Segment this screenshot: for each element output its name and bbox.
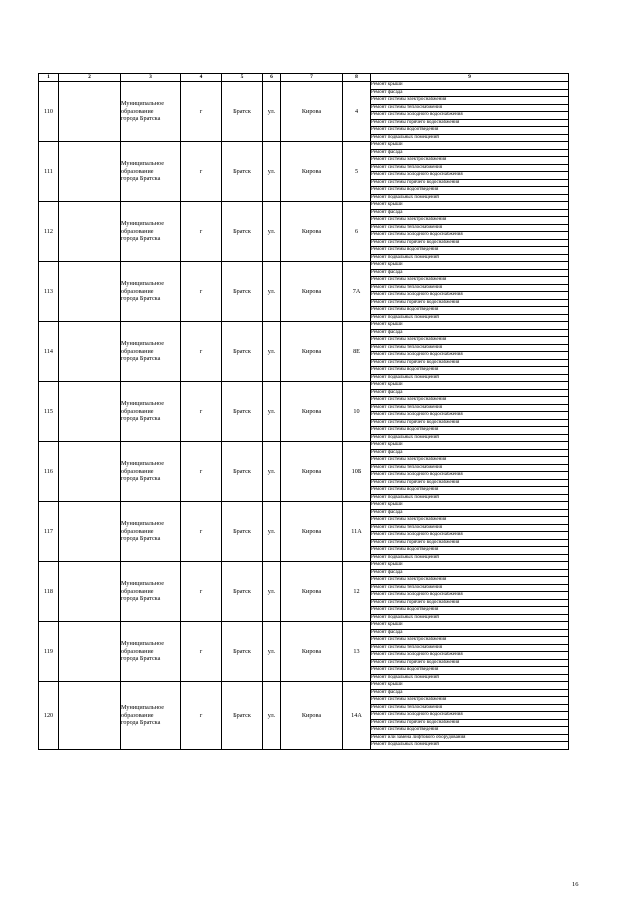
city-name: Братск: [222, 622, 263, 682]
municipality-line: образование: [121, 527, 154, 535]
house-number: 11А: [343, 502, 371, 562]
street-name: Кирова: [281, 682, 343, 750]
work-item: Ремонт системы водоотведения: [371, 607, 569, 615]
street-type: ул.: [263, 682, 281, 750]
city-name: Братск: [222, 562, 263, 622]
work-item: Ремонт системы теплоснабжения: [371, 464, 569, 472]
row-number: 115: [39, 382, 59, 442]
header-cell: 5: [222, 74, 263, 82]
work-item: Ремонт системы водоотведения: [371, 307, 569, 315]
city-name: Братск: [222, 262, 263, 322]
work-item: Ремонт крыши: [371, 622, 569, 630]
header-cell: 7: [281, 74, 343, 82]
street-type: ул.: [263, 562, 281, 622]
table-row: [39, 142, 569, 150]
work-item: Ремонт фасада: [371, 209, 569, 217]
street-type: ул.: [263, 262, 281, 322]
work-item: Ремонт системы электроснабжения: [371, 97, 569, 105]
municipality-line: Муниципальное: [121, 160, 164, 168]
municipality-cell: [121, 82, 181, 142]
blank-cell: [59, 382, 121, 442]
municipality-line: образование: [121, 107, 154, 115]
work-item: Ремонт системы электроснабжения: [371, 157, 569, 165]
house-number: 10Б: [343, 442, 371, 502]
municipality-line: Муниципальное: [121, 220, 164, 228]
city-name: Братск: [222, 682, 263, 750]
municipality-line: города Братска: [121, 235, 161, 243]
municipality-line: образование: [121, 407, 154, 415]
settlement-type: г: [181, 262, 222, 322]
work-item: Ремонт фасада: [371, 509, 569, 517]
municipality-line: Муниципальное: [121, 460, 164, 468]
municipality-line: города Братска: [121, 295, 161, 303]
house-number: 8Е: [343, 322, 371, 382]
settlement-type: г: [181, 382, 222, 442]
work-item: Ремонт системы электроснабжения: [371, 517, 569, 525]
house-number: 5: [343, 142, 371, 202]
municipality-cell: [121, 562, 181, 622]
work-item: Ремонт системы водоотведения: [371, 187, 569, 195]
blank-cell: [59, 82, 121, 142]
municipality-line: города Братска: [121, 718, 161, 726]
blank-cell: [59, 262, 121, 322]
house-number: 13: [343, 622, 371, 682]
work-item: Ремонт системы водоотведения: [371, 127, 569, 135]
row-number: 119: [39, 622, 59, 682]
work-item: Ремонт системы электроснабжения: [371, 637, 569, 645]
settlement-type: г: [181, 562, 222, 622]
settlement-type: г: [181, 82, 222, 142]
header-cell: 2: [59, 74, 121, 82]
work-item: Ремонт системы холодного водоснабжения: [371, 172, 569, 180]
row-number: 116: [39, 442, 59, 502]
municipality-line: города Братска: [121, 655, 161, 663]
work-item: Ремонт крыши: [371, 682, 569, 690]
repair-table: [38, 73, 569, 750]
settlement-type: г: [181, 202, 222, 262]
street-name: Кирова: [281, 622, 343, 682]
work-item: Ремонт системы холодного водоснабжения: [371, 412, 569, 420]
municipality-line: города Братска: [121, 355, 161, 363]
street-type: ул.: [263, 382, 281, 442]
work-item: Ремонт системы водоотведения: [371, 727, 569, 735]
municipality-cell: [121, 622, 181, 682]
blank-cell: [59, 322, 121, 382]
work-item: Ремонт подвальных помещений: [371, 494, 569, 502]
municipality-line: Муниципальное: [121, 280, 164, 288]
work-item: Ремонт системы горячего водоснабжения: [371, 599, 569, 607]
work-item: Ремонт системы холодного водоснабжения: [371, 292, 569, 300]
municipality-line: города Братска: [121, 535, 161, 543]
street-name: Кирова: [281, 562, 343, 622]
work-item: Ремонт системы холодного водоснабжения: [371, 112, 569, 120]
work-item: Ремонт системы теплоснабжения: [371, 524, 569, 532]
work-item: Ремонт системы электроснабжения: [371, 337, 569, 345]
header-cell: 6: [263, 74, 281, 82]
work-item: Ремонт крыши: [371, 262, 569, 270]
street-type: ул.: [263, 202, 281, 262]
work-item: Ремонт системы горячего водоснабжения: [371, 539, 569, 547]
work-item: Ремонт системы горячего водоснабжения: [371, 119, 569, 127]
work-item: Ремонт фасада: [371, 329, 569, 337]
municipality-line: города Братска: [121, 115, 161, 123]
header-cell: 8: [343, 74, 371, 82]
municipality-line: образование: [121, 167, 154, 175]
work-item: Ремонт системы теплоснабжения: [371, 704, 569, 712]
street-type: ул.: [263, 82, 281, 142]
municipality-line: образование: [121, 467, 154, 475]
work-item: Ремонт системы электроснабжения: [371, 217, 569, 225]
work-item: Ремонт фасада: [371, 449, 569, 457]
municipality-cell: [121, 382, 181, 442]
work-item: Ремонт системы холодного водоснабжения: [371, 232, 569, 240]
work-item: Ремонт системы теплоснабжения: [371, 644, 569, 652]
city-name: Братск: [222, 82, 263, 142]
work-item: Ремонт системы горячего водоснабжения: [371, 419, 569, 427]
table-row: [39, 82, 569, 90]
blank-cell: [59, 562, 121, 622]
table-row: [39, 682, 569, 690]
work-item: Ремонт системы холодного водоснабжения: [371, 532, 569, 540]
table-row: [39, 382, 569, 390]
work-item: Ремонт крыши: [371, 142, 569, 150]
work-item: Ремонт крыши: [371, 562, 569, 570]
work-item: Ремонт системы холодного водоснабжения: [371, 652, 569, 660]
house-number: 12: [343, 562, 371, 622]
street-name: Кирова: [281, 442, 343, 502]
street-name: Кирова: [281, 202, 343, 262]
street-type: ул.: [263, 502, 281, 562]
street-name: Кирова: [281, 142, 343, 202]
work-item: Ремонт фасада: [371, 269, 569, 277]
work-item: Ремонт подвальных помещений: [371, 314, 569, 322]
settlement-type: г: [181, 322, 222, 382]
work-item: Ремонт подвальных помещений: [371, 434, 569, 442]
work-item: Ремонт системы теплоснабжения: [371, 584, 569, 592]
work-item: Ремонт системы холодного водоснабжения: [371, 472, 569, 480]
work-item: Ремонт системы холодного водоснабжения: [371, 592, 569, 600]
work-item: Ремонт системы горячего водоснабжения: [371, 479, 569, 487]
work-item: Ремонт крыши: [371, 442, 569, 450]
street-name: Кирова: [281, 382, 343, 442]
work-item: Ремонт системы теплоснабжения: [371, 284, 569, 292]
work-item: Ремонт подвальных помещений: [371, 674, 569, 682]
house-number: 10: [343, 382, 371, 442]
row-number: 118: [39, 562, 59, 622]
table-body: [39, 82, 569, 750]
municipality-line: образование: [121, 227, 154, 235]
blank-cell: [59, 502, 121, 562]
work-item: Ремонт подвальных помещений: [371, 134, 569, 142]
city-name: Братск: [222, 142, 263, 202]
municipality-line: Муниципальное: [121, 640, 164, 648]
street-type: ул.: [263, 622, 281, 682]
work-item: Ремонт системы водоотведения: [371, 367, 569, 375]
work-item: Ремонт системы горячего водоснабжения: [371, 659, 569, 667]
header-cell: 4: [181, 74, 222, 82]
municipality-line: образование: [121, 587, 154, 595]
municipality-cell: [121, 322, 181, 382]
work-item: Ремонт крыши: [371, 322, 569, 330]
blank-cell: [59, 622, 121, 682]
work-item: Ремонт системы водоотведения: [371, 427, 569, 435]
work-item: Ремонт системы теплоснабжения: [371, 104, 569, 112]
municipality-line: Муниципальное: [121, 100, 164, 108]
blank-cell: [59, 142, 121, 202]
work-item: Ремонт фасада: [371, 149, 569, 157]
work-item: Ремонт крыши: [371, 202, 569, 210]
work-item: Ремонт подвальных помещений: [371, 254, 569, 262]
house-number: 4: [343, 82, 371, 142]
municipality-line: образование: [121, 287, 154, 295]
municipality-line: Муниципальное: [121, 580, 164, 588]
city-name: Братск: [222, 502, 263, 562]
municipality-line: города Братска: [121, 475, 161, 483]
row-number: 117: [39, 502, 59, 562]
header-cell: 1: [39, 74, 59, 82]
row-number: 110: [39, 82, 59, 142]
municipality-cell: [121, 202, 181, 262]
table-row: [39, 262, 569, 270]
municipality-line: образование: [121, 711, 154, 719]
blank-cell: [59, 202, 121, 262]
row-number: 112: [39, 202, 59, 262]
work-item: Ремонт подвальных помещений: [371, 554, 569, 562]
work-item: Ремонт подвальных помещений: [371, 194, 569, 202]
street-name: Кирова: [281, 262, 343, 322]
municipality-cell: [121, 262, 181, 322]
house-number: 6: [343, 202, 371, 262]
work-item: Ремонт подвальных помещений: [371, 742, 569, 750]
settlement-type: г: [181, 622, 222, 682]
municipality-line: города Братска: [121, 595, 161, 603]
street-type: ул.: [263, 442, 281, 502]
header-cell: 9: [371, 74, 569, 82]
work-item: Ремонт системы водоотведения: [371, 247, 569, 255]
table-row: [39, 502, 569, 510]
work-item: Ремонт системы горячего водоснабжения: [371, 359, 569, 367]
municipality-line: образование: [121, 647, 154, 655]
street-type: ул.: [263, 322, 281, 382]
municipality-line: города Братска: [121, 175, 161, 183]
work-item: Ремонт системы электроснабжения: [371, 457, 569, 465]
street-name: Кирова: [281, 82, 343, 142]
header-cell: 3: [121, 74, 181, 82]
city-name: Братск: [222, 202, 263, 262]
blank-cell: [59, 442, 121, 502]
table-row: [39, 322, 569, 330]
row-number: 114: [39, 322, 59, 382]
work-item: Ремонт системы теплоснабжения: [371, 344, 569, 352]
work-item: Ремонт фасада: [371, 389, 569, 397]
settlement-type: г: [181, 502, 222, 562]
work-item: Ремонт системы водоотведения: [371, 547, 569, 555]
municipality-line: Муниципальное: [121, 340, 164, 348]
settlement-type: г: [181, 142, 222, 202]
work-item: Ремонт фасада: [371, 89, 569, 97]
work-item: Ремонт крыши: [371, 502, 569, 510]
blank-cell: [59, 682, 121, 750]
work-item: Ремонт фасада: [371, 629, 569, 637]
work-item: Ремонт подвальных помещений: [371, 374, 569, 382]
work-item: Ремонт системы водоотведения: [371, 487, 569, 495]
work-item: Ремонт системы электроснабжения: [371, 697, 569, 705]
table-row: [39, 622, 569, 630]
table-row: [39, 202, 569, 210]
municipality-cell: [121, 502, 181, 562]
work-item: Ремонт фасада: [371, 689, 569, 697]
house-number: 7А: [343, 262, 371, 322]
work-item: Ремонт системы горячего водоснабжения: [371, 179, 569, 187]
work-item: Ремонт крыши: [371, 382, 569, 390]
municipality-cell: [121, 682, 181, 750]
settlement-type: г: [181, 442, 222, 502]
work-item: Ремонт системы холодного водоснабжения: [371, 352, 569, 360]
street-name: Кирова: [281, 322, 343, 382]
table-row: [39, 442, 569, 450]
work-item: Ремонт системы теплоснабжения: [371, 224, 569, 232]
table-header-row: [39, 74, 569, 82]
city-name: Братск: [222, 322, 263, 382]
page-number: 16: [572, 881, 579, 888]
table-row: [39, 562, 569, 570]
work-item: Ремонт системы теплоснабжения: [371, 404, 569, 412]
municipality-cell: [121, 442, 181, 502]
work-item: Ремонт системы электроснабжения: [371, 577, 569, 585]
municipality-cell: [121, 142, 181, 202]
city-name: Братск: [222, 382, 263, 442]
work-item: Ремонт системы электроснабжения: [371, 277, 569, 285]
municipality-line: Муниципальное: [121, 704, 164, 712]
municipality-line: города Братска: [121, 415, 161, 423]
street-name: Кирова: [281, 502, 343, 562]
street-type: ул.: [263, 142, 281, 202]
work-item: Ремонт системы теплоснабжения: [371, 164, 569, 172]
row-number: 111: [39, 142, 59, 202]
work-item: Ремонт системы водоотведения: [371, 667, 569, 675]
work-item: Ремонт или замена лифтового оборудования: [371, 734, 569, 742]
settlement-type: г: [181, 682, 222, 750]
work-item: Ремонт системы горячего водоснабжения: [371, 239, 569, 247]
municipality-line: Муниципальное: [121, 520, 164, 528]
city-name: Братск: [222, 442, 263, 502]
house-number: 14А: [343, 682, 371, 750]
work-item: Ремонт системы холодного водоснабжения: [371, 712, 569, 720]
row-number: 113: [39, 262, 59, 322]
work-item: Ремонт системы горячего водоснабжения: [371, 719, 569, 727]
municipality-line: Муниципальное: [121, 400, 164, 408]
work-item: Ремонт подвальных помещений: [371, 614, 569, 622]
row-number: 120: [39, 682, 59, 750]
work-item: Ремонт системы электроснабжения: [371, 397, 569, 405]
work-item: Ремонт крыши: [371, 82, 569, 90]
work-item: Ремонт системы горячего водоснабжения: [371, 299, 569, 307]
municipality-line: образование: [121, 347, 154, 355]
work-item: Ремонт фасада: [371, 569, 569, 577]
